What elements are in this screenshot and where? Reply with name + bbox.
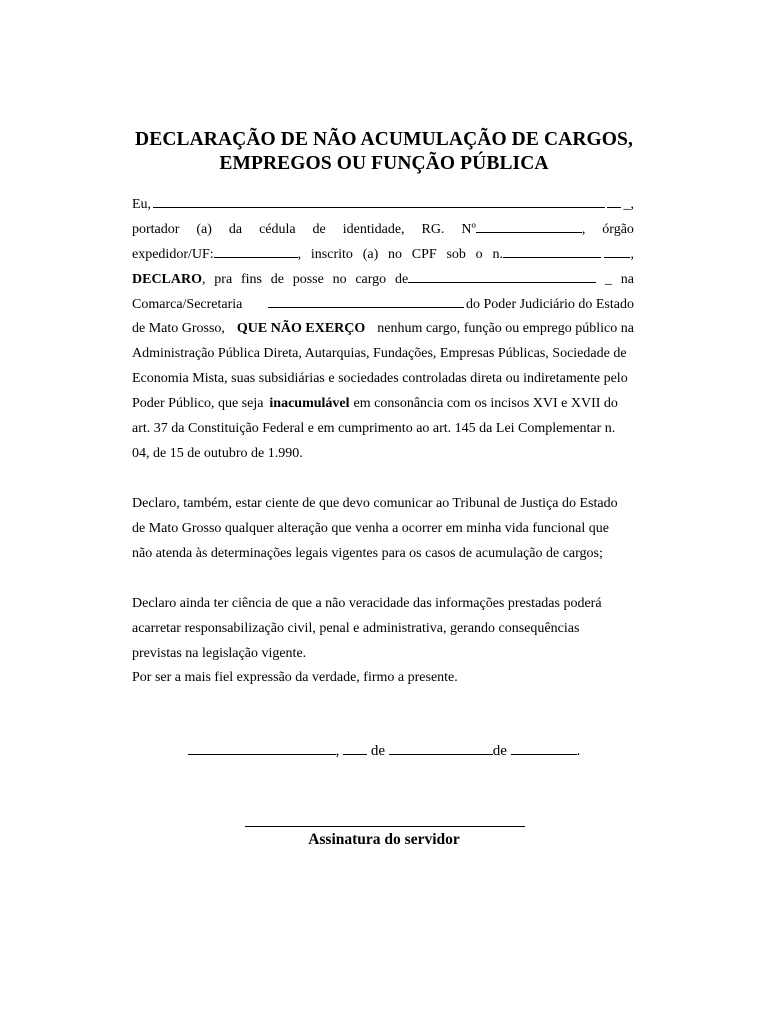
punct: , [335, 743, 340, 759]
punct: , [297, 247, 302, 262]
signature-label: Assinatura do servidor [308, 831, 460, 848]
label-rg-number: Nº [461, 222, 476, 237]
date-line [0, 742, 768, 760]
text: Administração Pública Direta, Autarquias, Fundações, Empresas Públicas, Sociedade de [132, 346, 627, 361]
text: de Mato Grosso qualquer alteração que venha a ocorrer em minha vida funcional que [132, 521, 609, 536]
declaration-line-rg [132, 220, 634, 238]
punct: , [630, 247, 634, 262]
declaration-line-10 [132, 420, 634, 437]
document-title [0, 128, 768, 176]
rg-blank[interactable] [476, 220, 582, 233]
word: órgão [602, 222, 634, 237]
title-line-2: EMPREGOS OU FUNÇÃO PÚBLICA [219, 153, 549, 174]
name-end: _, [623, 197, 634, 212]
word: de [370, 743, 385, 759]
paragraph-2-line-1 [132, 495, 634, 512]
word: sob [446, 247, 466, 262]
punct: , [202, 272, 206, 287]
signature-line[interactable] [245, 826, 525, 827]
word: de [270, 272, 284, 287]
nao-exerco-bold: QUE NÃO EXERÇO [236, 321, 366, 336]
word: posse [292, 272, 324, 287]
text: Declaro ainda ter ciência de que a não veracidade das informações prestadas poderá [132, 596, 602, 611]
cargo-blank[interactable] [408, 270, 596, 283]
punct: , [581, 222, 586, 237]
declaration-line-8 [132, 370, 634, 387]
declaration-line-6 [132, 320, 634, 337]
paragraph-2-line-2 [132, 520, 634, 537]
label-expedidor: expedidor/UF: [132, 247, 214, 262]
cpf-blank[interactable] [503, 245, 601, 258]
word: inscrito [310, 247, 353, 262]
text: previstas na legislação vigente. [132, 646, 307, 661]
text: em consonância com os incisos XVI e XVII do [353, 396, 618, 411]
declaration-line-11 [132, 445, 634, 462]
text: 04, de 15 de outubro de 1.990. [132, 446, 303, 461]
word: de [492, 743, 507, 759]
text: nenhum cargo, função ou emprego público na [377, 321, 634, 336]
city-blank[interactable] [188, 742, 336, 755]
declaration-line-9 [132, 395, 634, 412]
word: o [475, 247, 483, 262]
text: Declaro, também, estar ciente de que devo comunicar ao Tribunal de Justiça do Estado [132, 496, 618, 511]
text: Economia Mista, suas subsidiárias e sociedades controladas direta ou indiretamente pelo [132, 371, 628, 386]
word: RG. [421, 222, 445, 237]
paragraph-2-line-3 [132, 545, 634, 562]
word: pra [214, 272, 233, 287]
word: (a) [362, 247, 379, 262]
word: identidade, [342, 222, 405, 237]
word: de [312, 222, 326, 237]
label-eu: Eu, [132, 197, 152, 212]
expedidor-blank[interactable] [214, 245, 298, 258]
declaration-line-cargo [132, 270, 634, 288]
word: no [332, 272, 347, 287]
day-blank[interactable] [343, 742, 367, 755]
word: no [388, 247, 402, 262]
word: portador [132, 222, 180, 237]
declaration-line-name [132, 195, 634, 213]
label-comarca: Comarca/Secretaria [132, 297, 243, 312]
name-blank-extra[interactable] [607, 195, 621, 208]
declaration-line-7 [132, 345, 634, 362]
punct: _ [604, 272, 612, 287]
label-cargo: de [394, 272, 409, 287]
word: na [620, 272, 634, 287]
declaration-line-comarca [132, 295, 634, 313]
name-blank[interactable] [153, 195, 605, 208]
punct: . [576, 743, 581, 759]
paragraph-3-line-3 [132, 645, 634, 662]
text: Poder Público, que seja [132, 396, 264, 411]
text: de Mato Grosso, [132, 321, 225, 336]
paragraph-3-line-2 [132, 620, 634, 637]
inacumulavel-bold: inacumulável [269, 396, 350, 411]
declaro-bold: DECLARO [132, 272, 203, 287]
title-line-1: DECLARAÇÃO DE NÃO ACUMULAÇÃO DE CARGOS, [135, 129, 633, 150]
word: cargo [355, 272, 387, 287]
word: cédula [259, 222, 296, 237]
word: CPF [411, 247, 437, 262]
text: não atenda às determinações legais vigentes para os casos de acumulação de cargos; [132, 546, 603, 561]
declaration-line-cpf [132, 245, 634, 263]
cpf-blank-extra[interactable] [604, 245, 630, 258]
paragraph-3-line-4 [132, 669, 634, 686]
paragraph-3-line-1 [132, 595, 634, 612]
label-cpf-number: n. [492, 247, 503, 262]
comarca-blank[interactable] [268, 295, 464, 308]
month-blank[interactable] [389, 742, 493, 755]
text: Por ser a mais fiel expressão da verdade, firmo a presente. [132, 670, 458, 685]
year-blank[interactable] [511, 742, 577, 755]
word: da [228, 222, 243, 237]
word: fins [240, 272, 262, 287]
text: acarretar responsabilização civil, penal e administrativa, gerando consequências [132, 621, 580, 636]
text: art. 37 da Constituição Federal e em cumprimento ao art. 145 da Lei Complementar n. [132, 421, 616, 436]
text: do Poder Judiciário do Estado [466, 297, 634, 312]
word: (a) [196, 222, 212, 237]
